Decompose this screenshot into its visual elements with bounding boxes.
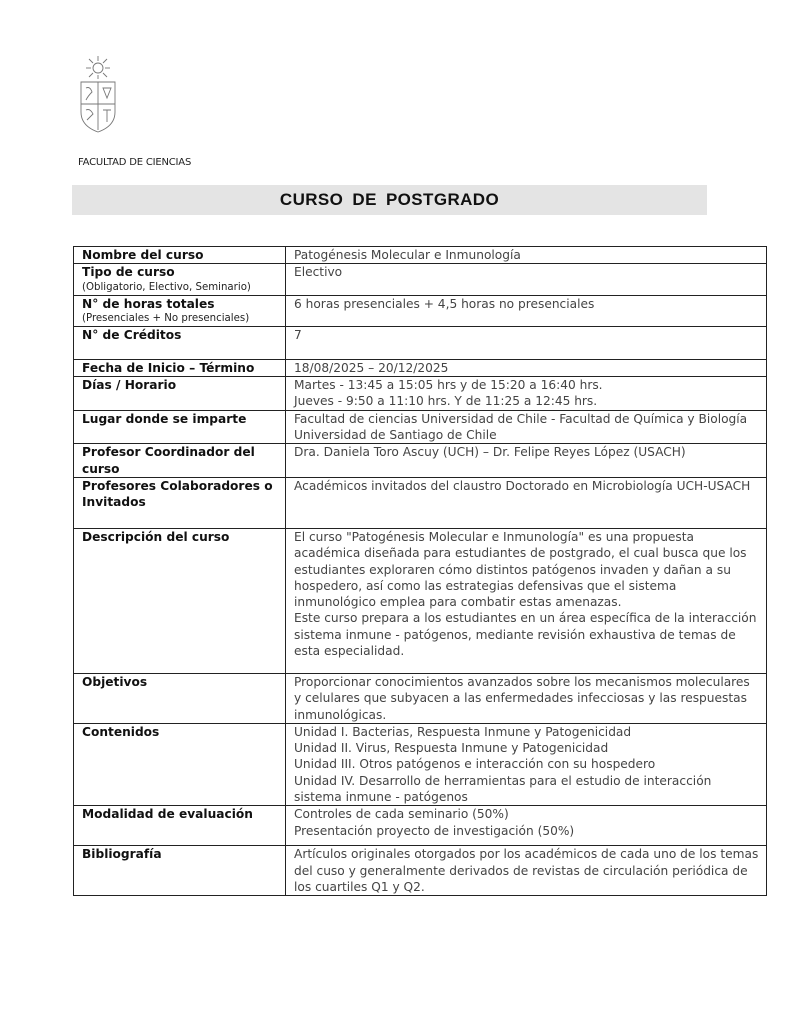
contents-unit: Unidad III. Otros patógenos e interacción con su hospedero xyxy=(294,757,656,772)
table-row xyxy=(74,359,767,376)
table-row xyxy=(74,326,767,359)
contents-value xyxy=(286,723,767,805)
page-title: CURSO DE POSTGRADO xyxy=(279,190,500,209)
objectives-value: Proporcionar conocimientos avanzados sobre los mecanismos moleculares y celulares que subyacen a las enfermedades infecciosas y las respuestas inmunológicas. xyxy=(286,673,767,723)
schedule-line: Martes - 13:45 a 15:05 hrs y de 15:20 a 16:40 hrs. xyxy=(294,378,603,393)
description-paragraph: El curso "Patogénesis Molecular e Inmunología" es una propuesta académica diseñada para estudiantes de postgrado, el cual busca que los estudiantes exploraren cómo distintos patógenos invaden y dañan a su hospedero, así como las estrategias defensivas que el sistema inmunológico emplea para combatir estas amenazas. xyxy=(294,529,747,610)
row-label: N° de horas totales (Presenciales + No presenciales) xyxy=(74,295,286,326)
row-label: N° de Créditos xyxy=(74,326,286,359)
evaluation-item: Presentación proyecto de investigación (50%) xyxy=(294,823,575,838)
row-label: Modalidad de evaluación xyxy=(74,806,286,846)
dates-value: 18/08/2025 – 20/12/2025 xyxy=(286,359,767,376)
table-row xyxy=(74,723,767,805)
collaborators-value: Académicos invitados del claustro Doctorado en Microbiología UCH-USACH xyxy=(286,477,767,528)
course-type-value: Electivo xyxy=(286,264,767,295)
table-row xyxy=(74,410,767,444)
row-label: Días / Horario xyxy=(74,377,286,411)
row-label: Contenidos xyxy=(74,723,286,805)
row-label: Bibliografía xyxy=(74,846,286,896)
schedule-line: Jueves - 9:50 a 11:10 hrs. Y de 11:25 a 12:45 hrs. xyxy=(294,394,598,409)
row-label: Profesores Colaboradores o Invitados xyxy=(74,477,286,528)
coordinator-value: Dra. Daniela Toro Ascuy (UCH) – Dr. Felipe Reyes López (USACH) xyxy=(286,444,767,478)
contents-unit: Unidad II. Virus, Respuesta Inmune y Patogenicidad xyxy=(294,741,609,756)
table-row xyxy=(74,264,767,295)
schedule-value xyxy=(286,377,767,411)
row-label: Lugar donde se imparte xyxy=(74,410,286,444)
table-row xyxy=(74,377,767,411)
bibliography-value: Artículos originales otorgados por los académicos de cada uno de los temas del cuso y generalmente derivados de revistas de circulación periódica de los cuartiles Q1 y Q2. xyxy=(286,846,767,896)
course-info-table xyxy=(73,246,767,896)
evaluation-value xyxy=(286,806,767,846)
table-row xyxy=(74,295,767,326)
row-label: Descripción del curso xyxy=(74,528,286,673)
row-label: Objetivos xyxy=(74,673,286,723)
table-row xyxy=(74,477,767,528)
row-label: Nombre del curso xyxy=(74,247,286,264)
credits-value: 7 xyxy=(286,326,767,359)
table-row xyxy=(74,846,767,896)
row-label: Fecha de Inicio – Término xyxy=(74,359,286,376)
title-bar xyxy=(72,185,707,215)
table-row xyxy=(74,528,767,673)
table-row xyxy=(74,806,767,846)
row-label: Profesor Coordinador del curso xyxy=(74,444,286,478)
faculty-name: FACULTAD DE CIENCIAS xyxy=(78,157,192,168)
table-row xyxy=(74,444,767,478)
row-sublabel: (Presenciales + No presenciales) xyxy=(82,312,250,324)
description-paragraph: Este curso prepara a los estudiantes en un área específica de la interacción sistema inmune - patógenos, mediante revisión exhaustiva de temas de esta especialidad. xyxy=(294,611,757,659)
row-sublabel: (Obligatorio, Electivo, Seminario) xyxy=(82,281,251,293)
contents-unit: Unidad IV. Desarrollo de herramientas para el estudio de interacción sistema inmune - patógenos xyxy=(294,773,712,805)
table-row xyxy=(74,247,767,264)
table-row xyxy=(74,673,767,723)
description-value xyxy=(286,528,767,673)
evaluation-item: Controles de cada seminario (50%) xyxy=(294,807,509,822)
location-value: Facultad de ciencias Universidad de Chile - Facultad de Química y Biología Universidad de Santiago de Chile xyxy=(286,410,767,444)
course-name-value: Patogénesis Molecular e Inmunología xyxy=(286,247,767,264)
row-label: Tipo de curso (Obligatorio, Electivo, Seminario) xyxy=(74,264,286,295)
hours-value: 6 horas presenciales + 4,5 horas no presenciales xyxy=(286,295,767,326)
university-seal-icon xyxy=(78,52,120,134)
contents-unit: Unidad I. Bacterias, Respuesta Inmune y Patogenicidad xyxy=(294,724,632,739)
